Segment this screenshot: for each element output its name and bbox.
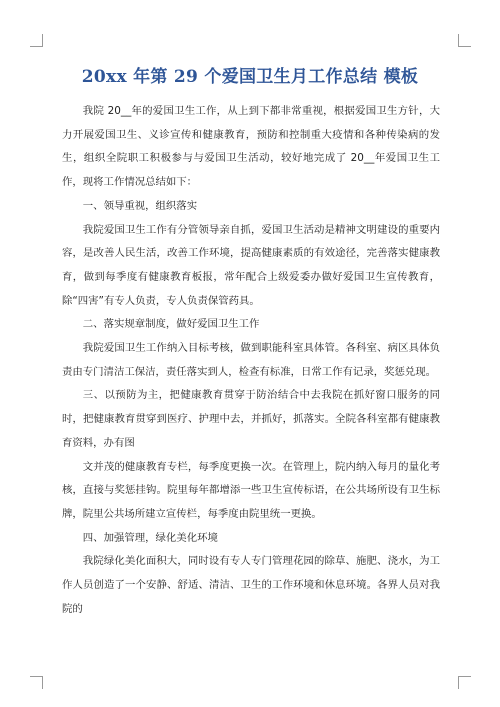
document-title: 20xx 年第 29 个爱国卫生月工作总结 模板 bbox=[81, 67, 419, 87]
paragraph-section-1: 我院爱国卫生工作有分管领导亲自抓，爱国卫生活动是精神文明建设的重要内容，是改善人民生活，改善工作环境，提高健康素质的有效途径，完善落实健康教育，做到每季度有健康教育板报，常年配合上级爱委办做好爱国卫生宣传教育，除“四害”有专人负责，专人负责保管药具。 bbox=[62, 223, 440, 307]
document-body bbox=[62, 100, 440, 621]
crop-mark-top-left bbox=[30, 34, 43, 47]
section-heading-4: 四、加强管理，绿化美化环境 bbox=[82, 531, 218, 544]
paragraph-section-3: 三、以预防为主，把健康教育贯穿于防治结合中去我院在抓好窗口服务的同时，把健康教育贯穿到医疗、护理中去，并抓好，抓落实。全院各科室都有健康教育资料，办有图 bbox=[62, 389, 440, 449]
crop-mark-top-right bbox=[458, 34, 471, 47]
crop-mark-bottom-right bbox=[458, 676, 471, 689]
paragraph-section-2: 我院爱国卫生工作纳入目标考核，做到职能科室具体管。各科室、病区具体负责由专门清洁工保洁，责任落实到人，检查有标准，日常工作有记录，奖惩兑现。 bbox=[62, 342, 440, 378]
section-heading-2: 二、落实规章制度，做好爱国卫生工作 bbox=[82, 318, 260, 331]
crop-mark-bottom-left bbox=[30, 676, 43, 689]
paragraph-section-4: 我院绿化美化面积大，同时设有专人专门管理花园的除草、施肥、浇水，为工作人员创造了一个安静、舒适、清洁、卫生的工作环境和休息环境。各界人员对我院的 bbox=[62, 555, 440, 615]
paragraph-section-3-continued: 文并茂的健康教育专栏，每季度更换一次。在管理上，院内纳入每月的量化考核，直接与奖惩挂钩。院里每年都增添一些卫生宣传标语，在公共场所设有卫生标牌，院里公共场所建立宣传栏，每季度由院里统一更换。 bbox=[62, 460, 440, 520]
paragraph-intro: 我院 20__年的爱国卫生工作，从上到下都非常重视，根据爱国卫生方针，大力开展爱国卫生、义诊宣传和健康教育，预防和控制重大疫情和各种传染病的发生，组织全院职工积极参与与爱国卫生活动，较好地完成了 20__年爱国卫生工作，现将工作情况总结如下： bbox=[62, 105, 440, 189]
section-heading-1: 一、领导重视，组织落实 bbox=[82, 199, 198, 212]
